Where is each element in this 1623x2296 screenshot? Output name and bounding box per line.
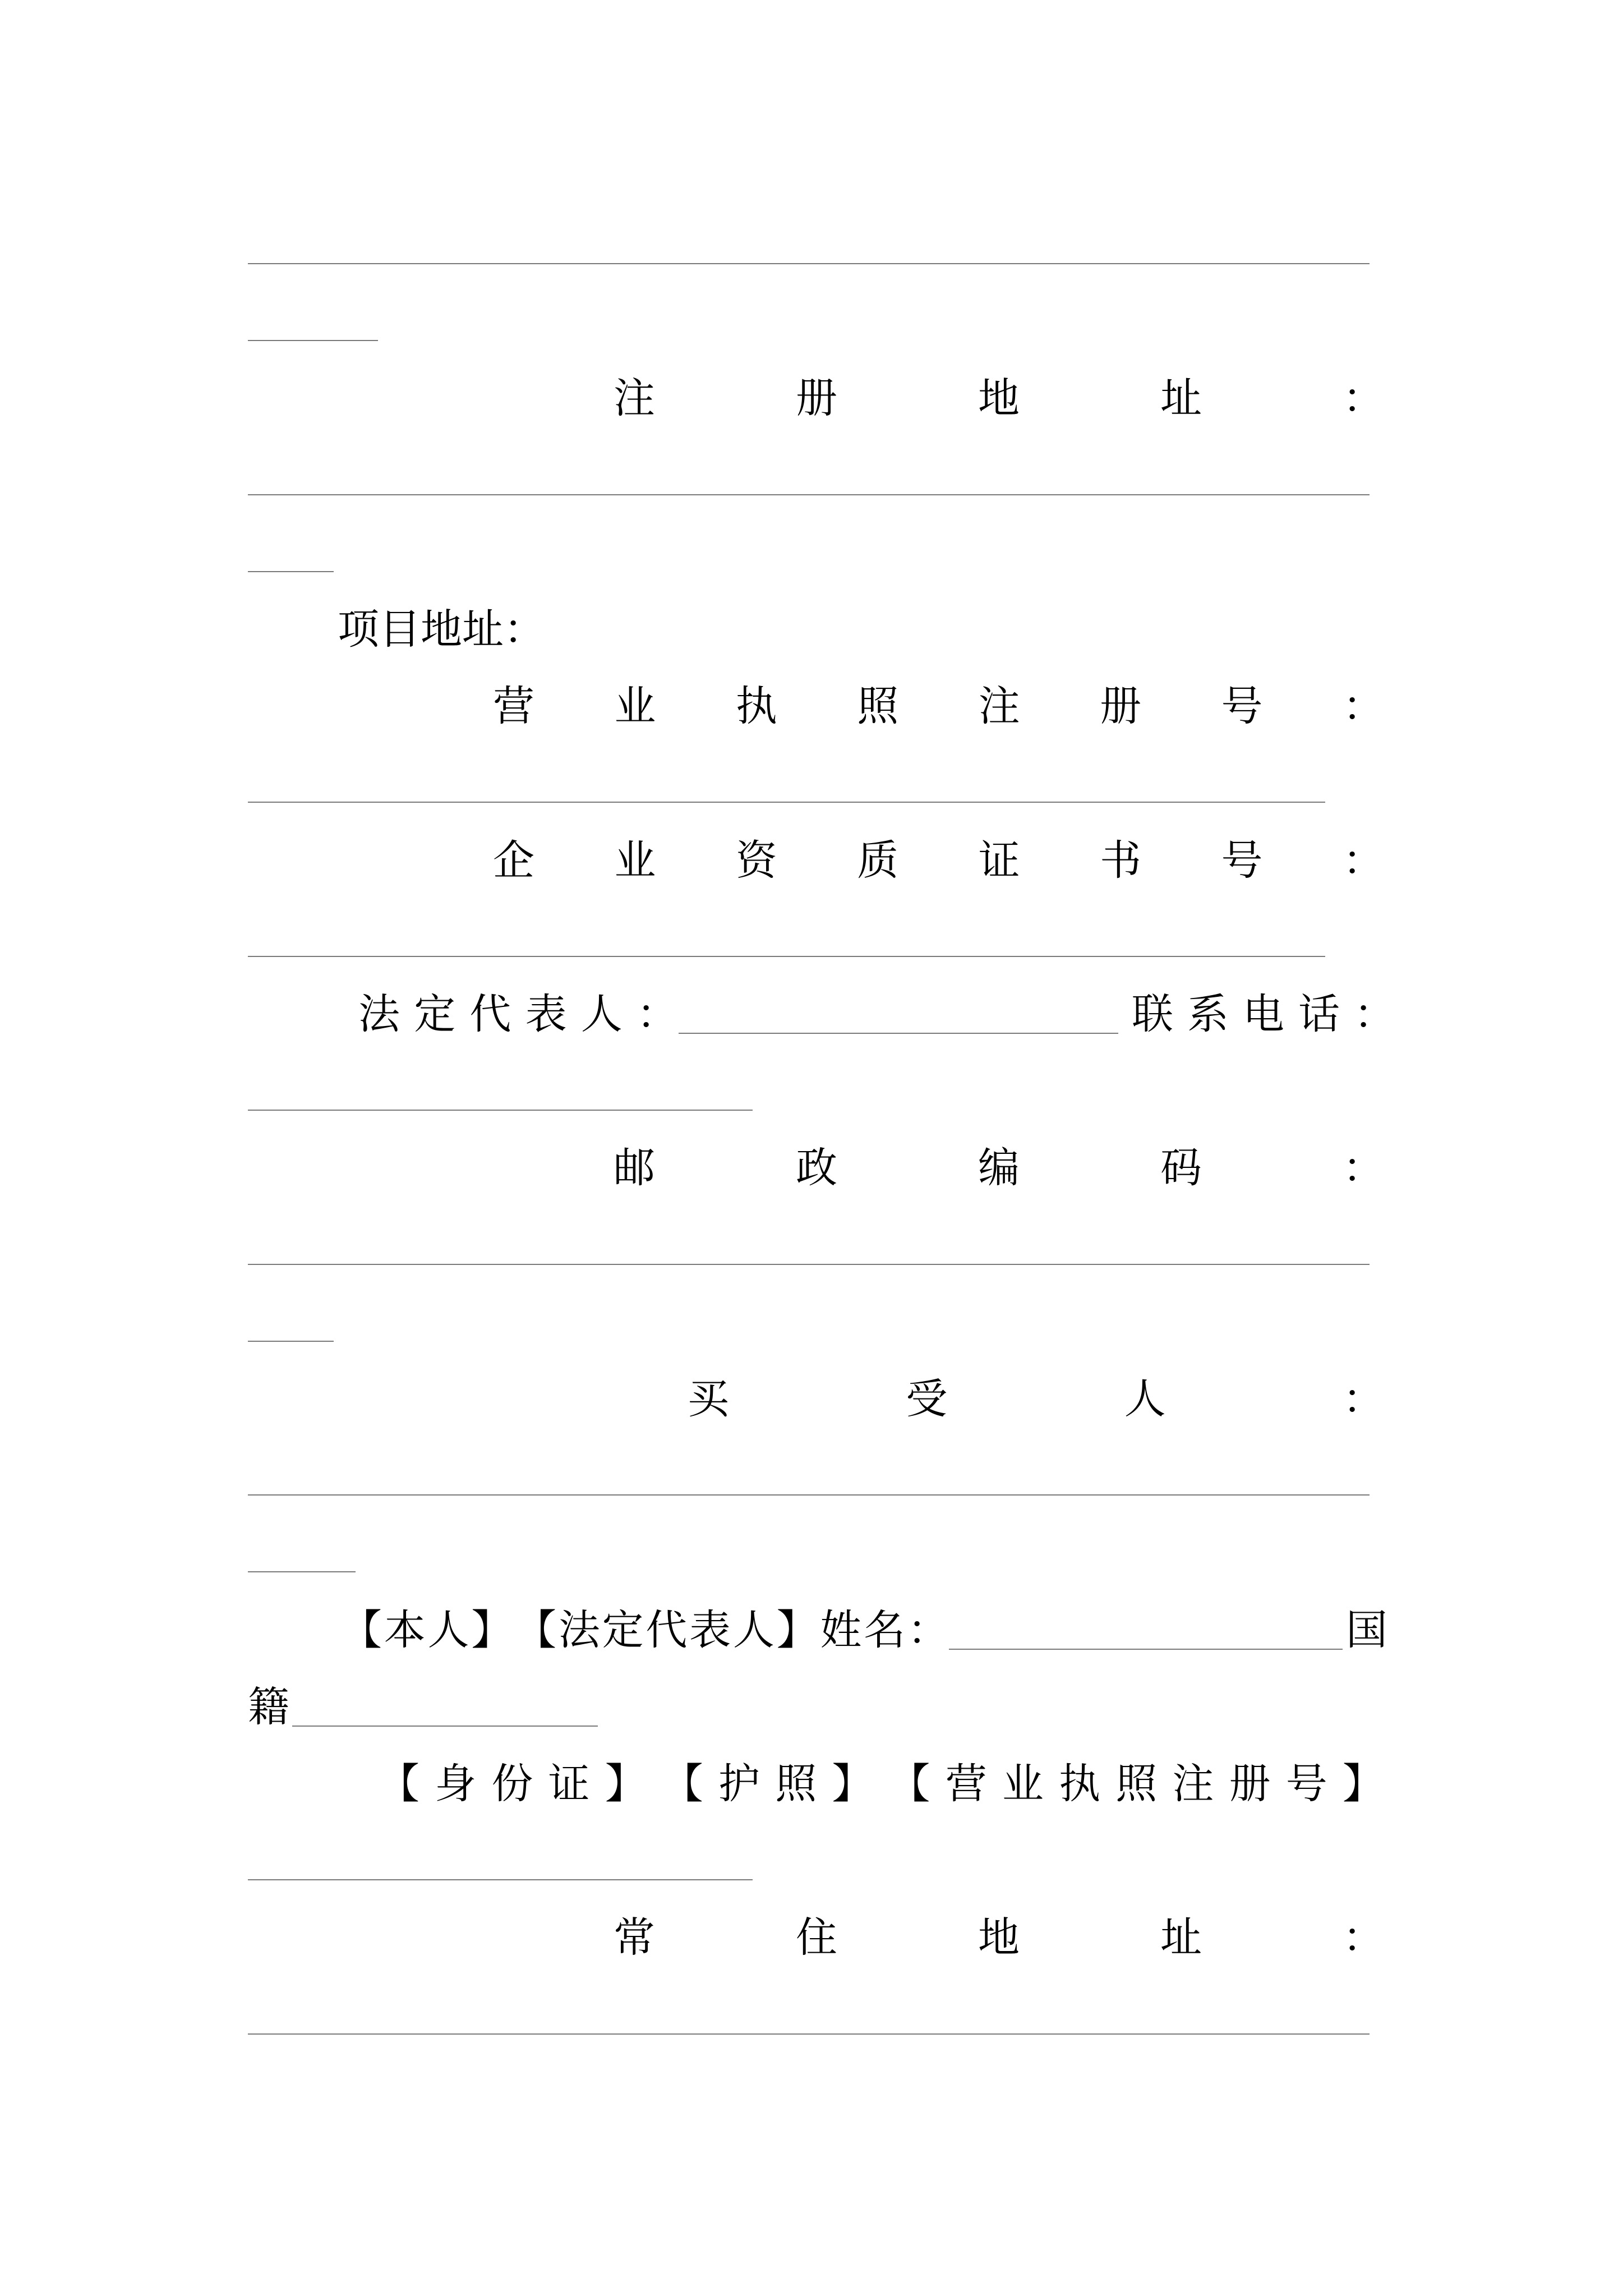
label-char: 证 [548,1760,590,1808]
project-address-row [248,591,1370,668]
nationality-blank [292,1726,598,1727]
label-char: ： [1342,682,1384,730]
label-char: ： [1354,990,1395,1038]
label-char: 】 [605,1760,647,1808]
label-char: 址 [1160,1913,1202,1962]
label-char: 邮 [614,1144,655,1192]
residence-address-label [614,1899,1384,1976]
label-char: 号 [1285,1760,1327,1808]
contact-phone-label [1132,976,1395,1053]
label-char: 人 [1124,1375,1166,1423]
label-char: 业 [614,836,656,885]
fill-in-line-row [248,206,1370,283]
registered-address-label [614,360,1384,437]
id-document-number-blank [248,1879,753,1880]
label-char: 定 [414,990,456,1038]
label-char: 业 [614,682,656,730]
label-char: ： [1343,1913,1384,1962]
buyer-label [688,1361,1384,1438]
label-char: 人 [427,1606,469,1654]
label-char: 执 [735,682,777,730]
label-char: 常 [614,1913,655,1962]
qualification-certificate-number-blank [248,956,1325,957]
label-char: 姓 [820,1606,862,1654]
label-char: 法 [358,990,400,1038]
label-char: 营 [945,1760,987,1808]
label-char: 注 [614,374,655,422]
label-char: 政 [796,1144,837,1192]
fill-in-blank [248,263,1370,264]
buyer-blank [248,1494,1370,1496]
label-char: 执 [1059,1760,1101,1808]
label-char: 书 [1100,836,1142,885]
label-char: 址 [1160,374,1202,422]
label-char: 【 [661,1760,703,1808]
label-char: 】 [1342,1760,1384,1808]
label-char: 照 [775,1760,817,1808]
label-char: 营 [493,682,534,730]
business-license-number-blank-row [248,745,1370,822]
label-char: 码 [1160,1144,1202,1192]
label-char: 质 [857,836,899,885]
label-char: ： [1342,1375,1384,1423]
label-char: 资 [735,836,777,885]
residence-address-blank-row [248,1977,1370,2054]
name-blank [949,1649,1343,1650]
name-row [248,1592,1387,1669]
label-char: 证 [978,836,1020,885]
residence-address-blank [248,2033,1370,2035]
label-char: 代 [469,990,511,1038]
label-char: 定 [602,1606,644,1654]
contact-phone-blank [248,1110,753,1111]
label-char: 表 [689,1606,731,1654]
label-char: ： [504,605,545,654]
business-license-number-row [248,668,1384,745]
label-char: 人 [580,990,623,1038]
legal-representative-row [248,976,1395,1053]
label-char: 份 [491,1760,533,1808]
label-char: ： [1342,836,1384,885]
buyer-row [248,1361,1384,1438]
label-char: 住 [796,1913,837,1962]
id-document-type-label [378,1746,1384,1823]
postal-code-blank [248,1264,1370,1265]
buyer-blank [248,1571,356,1572]
fill-in-line-row [248,283,1370,360]
label-char: 籍 [248,1683,289,1731]
qualification-certificate-number-blank-row [248,899,1370,976]
label-char: ： [636,990,678,1038]
label-char: 护 [718,1760,760,1808]
label-char: 地 [978,1913,1020,1962]
label-char: 人 [732,1606,774,1654]
label-char: 项 [338,605,379,654]
label-char: 表 [525,990,567,1038]
label-char: 代 [645,1606,688,1654]
label-char: 】 [776,1606,818,1654]
fill-in-blank [248,340,378,341]
label-char: 】 [832,1760,874,1808]
registered-address-blank-row [248,514,1370,591]
label-char: 【 [515,1606,557,1654]
nationality-label-end [248,1669,289,1746]
label-char: 号 [1221,682,1263,730]
label-char: 法 [558,1606,600,1654]
label-char: 册 [1229,1760,1271,1808]
label-char: 名 [864,1606,906,1654]
label-char: 注 [1172,1760,1214,1808]
label-char: 本 [384,1606,426,1654]
business-license-number-blank [248,802,1325,803]
business-license-number-label [493,668,1384,745]
label-char: 】 [471,1606,513,1654]
label-char: 系 [1187,990,1229,1038]
label-char: 册 [1100,682,1142,730]
label-char: 地 [978,374,1020,422]
label-char: 【 [340,1606,382,1654]
registered-address-blank [248,571,334,572]
name-label [340,1592,949,1669]
buyer-blank-row [248,1515,1370,1591]
label-char: 注 [978,682,1020,730]
label-char: 买 [688,1375,729,1423]
legal-representative-label [358,976,678,1053]
label-char: ： [1343,374,1384,422]
qualification-certificate-number-row [248,822,1384,899]
label-char: 照 [1115,1760,1158,1808]
postal-code-blank-row [248,1207,1370,1284]
contact-phone-blank-row [248,1053,1370,1130]
label-char: 号 [1221,836,1263,885]
label-char: 【 [378,1760,419,1808]
label-char: 册 [796,374,837,422]
postal-code-row [248,1130,1384,1207]
postal-code-blank-row [248,1284,1370,1361]
registered-address-blank-row [248,438,1370,514]
buyer-blank-row [248,1438,1370,1515]
nationality-label-start [1346,1592,1387,1669]
label-char: 身 [435,1760,477,1808]
label-char: 企 [493,836,534,885]
label-char: 址 [462,605,504,654]
label-char: 联 [1132,990,1173,1038]
qualification-certificate-number-label [493,822,1384,899]
label-char: 受 [906,1375,948,1423]
registered-address-row [248,360,1384,437]
registered-address-blank [248,494,1370,495]
label-char: 话 [1298,990,1340,1038]
label-char: 业 [1002,1760,1044,1808]
label-char: 国 [1346,1606,1387,1654]
label-char: 照 [857,682,899,730]
label-char: 编 [978,1144,1020,1192]
label-char: 【 [888,1760,930,1808]
label-char: ： [907,1606,949,1654]
postal-code-label [614,1130,1384,1207]
label-char: ： [1343,1144,1384,1192]
label-char: 地 [421,605,462,654]
id-document-row [248,1746,1384,1823]
residence-address-row [248,1899,1384,1976]
label-char: 目 [379,605,421,654]
legal-representative-blank [679,1033,1118,1034]
label-char: 电 [1243,990,1284,1038]
project-address-label [338,591,545,668]
id-document-number-blank-row [248,1823,1370,1899]
postal-code-blank [248,1341,334,1342]
nationality-row [248,1669,1370,1746]
